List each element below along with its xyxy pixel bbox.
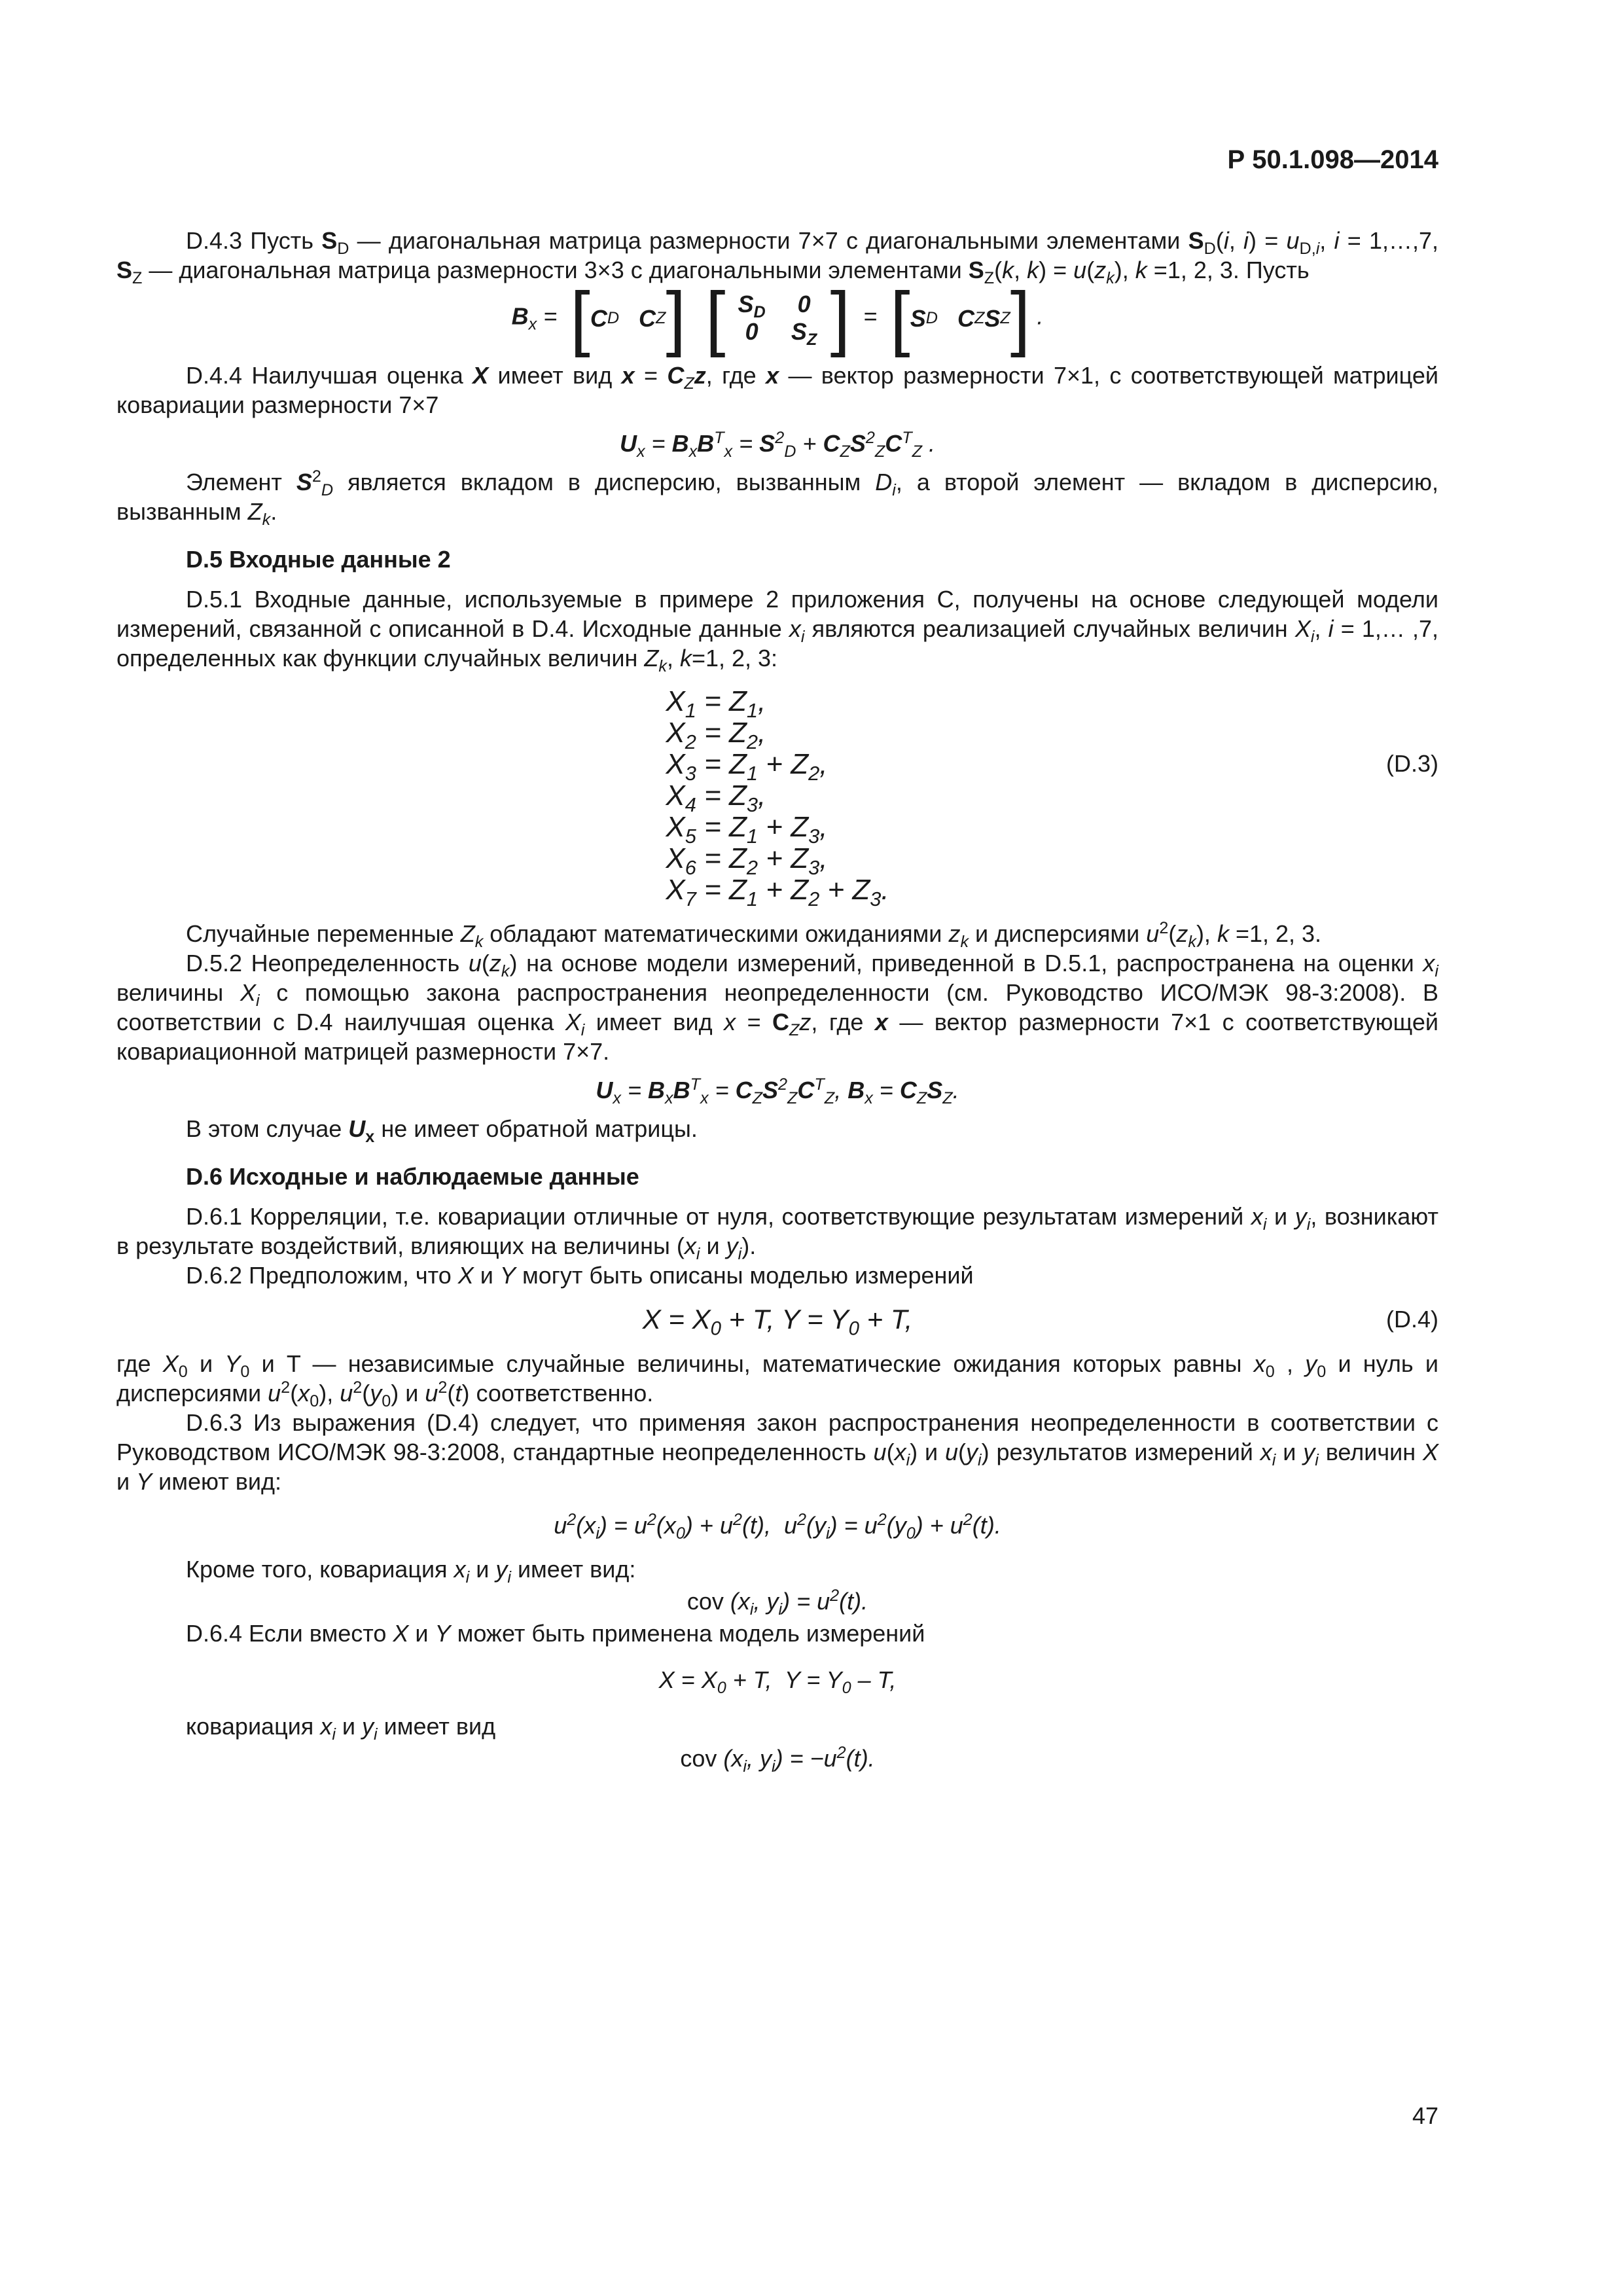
paragraph-d51: D.5.1 Входные данные, используемые в примере 2 приложения С, получены на основе следующей модели измерений, связанной с описанной в D.4. Исходные данные $x_i$ являются реализацией случайных величин $X_i$, i = 1,… ,7, определенных как функции случайных величин $Z_k$, k=1, 2, 3: [116,586,1438,676]
document-code: Р 50.1.098—2014 [1227,145,1438,174]
paragraph-d44: D.4.4 Наилучшая оценка X имеет вид $x = C_Zz$, где x — вектор размерности 7×1, с соответствующей матрицей ковариации размерности 7×7 [116,362,1438,418]
paragraph-d43: D.4.3 Пусть $S_D$ — диагональная матрица размерности 7×7 с диагональными элементами $S_D(i$, $i) = u_{D,i}$, i = 1,…,7, $S_Z$ — диагональная матрица размерности 3×3 с диагональными элементами $S_Z(k$, $k) = u(z_k)$, k =1, 2, 3. Пусть [116,227,1439,288]
equation-u2: $u^2(x_i) = u^2(x_0) + u^2(t)$, $u^2(y_i) = u^2(y_0) + u^2(t)$. [554,1511,1001,1543]
paragraph-d52: D.5.2 Неопределенность $u(z_k)$ на основе модели измерений, приведенной в D.5.1, распространена на оценки $x_i$ величины $X_i$ с помощью закона распространения неопределенности (см. Руководство ИСО/МЭК 98-3:2008). В соответствии с D.4 наилучшая оценка $X_i$ имеет вид $x = C_Zz$, где x — вектор размерности 7×1 с соответствующей ковариационной матрицей размерности 7×7. [116,950,1439,1065]
paragraph-d51-random: Случайные переменные $Z_k$ обладают математическими ожиданиями $z_k$ и дисперсиями $u^2(z_k)$, k =1, 2, 3. [186,919,1322,952]
page-body [116,226,1438,1776]
equation-number-d3: (D.3) [1386,750,1438,777]
equation-number-d4: (D.4) [1386,1306,1438,1333]
equation-system-d3: $X_1 = Z_1$, $X_2 = Z_2$, $X_3 = Z_1 + Z_2$, $X_4 = Z_3$, $X_5 = Z_1 + Z_3$, $X_6 = Z_2 + Z_3$, $X_7 = Z_1 + Z_2 + Z_3$. (D.3) [666,685,1438,910]
equation-ux: $U_x = B_xB^T_x = S^2_D + C_ZS^2_ZC^T_Z$ . [619,429,936,461]
paragraph-d62-where: где $X_0$ и $Y_0$ и T — независимые случайные величины, математические ожидания которых равны $x_0$ , $y_0$ и нуль и дисперсиями $u^2(x_0)$, $u^2(y_0)$ и $u^2(t)$ соответственно. [116,1350,1438,1411]
paragraph-d44-element: Элемент $S^2_D$ является вкладом в дисперсию, вызванным $D_i$, а второй элемент — вкладом в дисперсию, вызванным $Z_k$. [116,467,1438,529]
paragraph-d63-cov: Кроме того, ковариация $x_i$ и $y_i$ имеет вид: [186,1556,636,1587]
heading-d6: D.6 Исходные и наблюдаемые данные [186,1163,639,1190]
paragraph-d63: D.6.3 Из выражения (D.4) следует, что применяя закон распространения неопределенности в соответствии с Руководством ИСО/МЭК 98-3:2008, стандартные неопределенность $u(x_i)$ и $u(y_i)$ результатов измерений $x_i$ и $y_i$ величин X и Y имеют вид: [116,1409,1438,1495]
paragraph-d64-cov: ковариация $x_i$ и $y_i$ имеет вид [186,1713,496,1744]
equation-d4: $X = X_0 + T$, $Y = Y_0 + T$, (D.4) [642,1304,1438,1340]
heading-d5: D.5 Входные данные 2 [186,546,451,573]
paragraph-d62: D.6.2 Предположим, что X и Y могут быть описаны моделью измерений [186,1262,974,1289]
paragraph-d61: D.6.1 Корреляции, т.е. ковариации отличные от нуля, соответствующие результатам измерений $x_i$ и $y_i$, возникают в результате воздействий, влияющих на величины ($x_i$ и $y_i$). [116,1203,1438,1264]
equation-bx: $B_x$ = [ C D C Z ] [ $S_D$ 0 0 $S_Z$ ] = [ S D C Z S Z ] . [511,278,1044,358]
paragraph-d52-case: В этом случае $U_x$ не имеет обратной матрицы. [186,1115,698,1147]
page-number: 47 [1412,2102,1438,2129]
equation-d64-model: $X = X_0 + T$, $Y = Y_0 - T$, [658,1666,897,1698]
paragraph-d64: D.6.4 Если вместо X и Y может быть применена модель измерений [186,1620,925,1647]
equation-ux-2: $U_x = B_xB^T_x = C_ZS^2_ZC^T_Z$, $B_x = C_ZS_Z$. [596,1075,959,1108]
equation-cov-positive: cov ($x_i$, $y_i) = u^2(t)$. [687,1587,868,1619]
equation-cov-negative: cov ($x_i$, $y_i) = -u^2(t)$. [680,1744,875,1776]
